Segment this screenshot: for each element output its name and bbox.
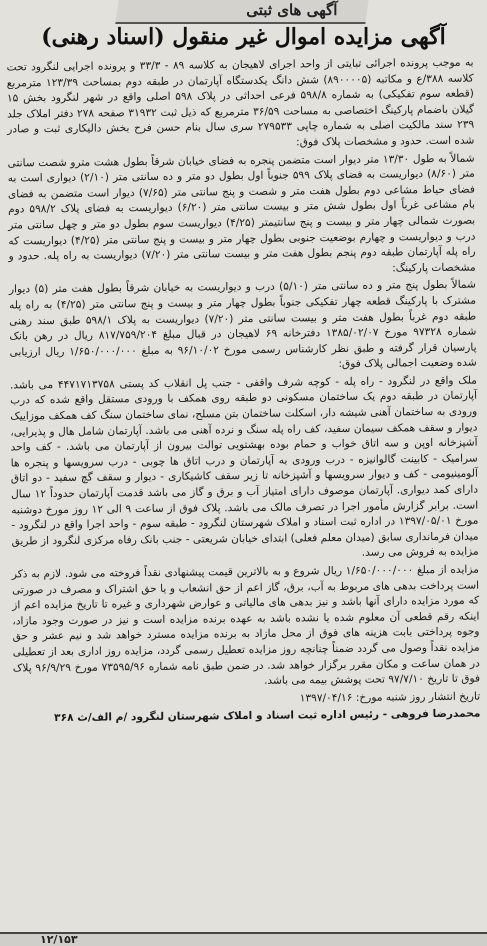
section-header-band [115, 0, 368, 24]
footer-band [0, 932, 487, 946]
signature: محمدرضا فروهی - رئیس اداره ثبت اسناد و املاک شهرستان لنگرود /م الف/ث ۳۶۸ [54, 707, 481, 725]
paragraph-description: ملک واقع در لنگرود - راه پله - کوچه شرف واقفی - جنب پل انقلاب کد پستی ۴۴۷۱۷۱۳۷۵۸ می باشد. آپارتمان در طبقه دوم یک ساختمان مسکونی دو طبقه روی همکف با ورودی مستقل واقع شده که درب ورودی به ساختمان آهنی شیشه دار، اسکلت ساختمان بتن مسلح، نمای ساختمان سنگ کف همکف موزاییک دیوار و سقف همکف سیمان سفید، کف راه پله سنگ و نرده آهنی می باشد. آپارتمان شامل هال و پذیرایی، آشپزخانه اوپن و سه اتاق خواب و حمام بوده بهشتویی توالت بیرون از آپارتمان می باشد. - کف واحد سرامیک - کابینت گالوانیزه - درب ورودی به آپارتمان و درب اتاق ها چوبی - درب سرویسها و پنجره ها آلومینیومی - کف و دیوار سرویسها و آشپزخانه تا زیر سقف کاشیکاری - دیوار و سقف گچ سفید - دو اتاق دارای کمد دیواری. آپارتمان موصوف دارای امتیاز آب و برق و گاز می باشد قدمت آپارتمان حدوداً ۱۲ سال است. برابر گزارش مأمور اجرا در تصرف مالک می باشد. پلاک فوق از ساعت ۹ الی ۱۲ روز مورخ دوشنبه مورخ ۱۳۹۷/۰۵/۰۱ در اداره ثبت اسناد و املاک شهرستان لنگرود - طبقه سوم - واحد اجرا واقع در لنگرود - میدان فرمانداری سابق (میدان معلم فعلی) ابتدای خیابان شریعتی - جنب بانک رفاه مرکزی لنگرود از طریق مزایده به فروش می رسد. [9, 374, 479, 560]
footer-fragment: ۱۲/۱۵۳ [40, 933, 78, 946]
publish-date: تاریخ انتشار روز شنبه مورخ: ۱۳۹۷/۰۴/۱۶ [299, 690, 481, 705]
notice-body [7, 56, 481, 730]
paragraph-terms: مزایده از مبلغ ۱/۶۵۰/۰۰۰/۰۰۰ ریال شروع و به بالاترین قیمت پیشنهادی نقداً فروخته می شود. لازم به ذکر است پرداخت بدهی های مربوط به آب، برق، گاز اعم از حق انشعاب و یا حق اشتراک و مصرف در صورتی که مورد مزایده دارای آنها باشد و نیز بدهی های مالیاتی و عوارض شهرداری و غیره تا تاریخ مزایده اعم از اینکه رقم قطعی آن معلوم شده یا نشده باشد به عهده برنده مزایده است و نیز در صورت وجود مازاد، وجوه پرداختی بابت هزینه های فوق از محل مازاد به برنده مزایده مسترد خواهد شد و نیم عشر و حق مزایده نقداً وصول می گردد ضمناً چنانچه روز مزایده تعطیل رسمی گردد، مزایده روز اداری بعد از تعطیلی در همان ساعت و مکان مقرر برگزار خواهد شد. در ضمن طبق نامه شماره ۷۳۵۹۵/۹۶ مورخ ۹۶/۹/۲۹ پلاک فوق تا تاریخ ۹۷/۷/۱۰ تحت پوشش بیمه می باشد. [11, 563, 481, 687]
paragraph-boundaries: شمالاً به طول ۱۳/۳۰ متر دیوار است متضمن پنجره به فضای خیابان شرقاً بطول هشت مترو شصت سانتی متر (۸/۶۰) دیواریست به فضای پلاک ۵۹۹ جنوباً اول بطول دو متر و ده سانتی متر (۲/۱۰) دیواری است به فضای حیاط مشاعی دوم بطول هفت متر و شصت و پنج سانتی متر (۷/۶۵) دیوار است متضمن به فضای بام مشاعی غرباً اول بطول شش متر و بیست سانتی متر (۶/۲۰) دیواریست به فضای پلاک ۵۹۸/۲ دوم بصورت شمالی چهار متر و بیست و پنج سانتیمتر (۴/۲۵) دیواریست سوم بطول دو متر و چهل سانتی متر درب و دیواریست و چهارم بوضعیت جنوبی بطول چهار متر و بیست و پنج سانتی متر (۴/۲۵) دیواریست که راه پله آپارتمان طبقه دوم پنجم بطول هفت متر و بیست سانتی متر (۷/۲۰) دیواریست به راه پله. حدود و مشخصات پارکینگ: [7, 152, 476, 275]
paragraph-parking: شمالاً بطول پنج متر و ده سانتی متر (۵/۱۰) درب و دیواریست به خیابان شرقاً بطول هفت متر (۵) دیوار مشترک با پارکینگ قطعه چهار تفکیکی جنوباً بطول چهار متر و بیست و پنج سانتی متر (۴/۲۵) به راه پله طبقه دوم غرباً بطول هفت متر و بیست سانتی متر (۷/۲۰) دیواریست به پلاک ۵۹۸/۱ طبق سند رهنی شماره ۹۷۳۲۸ مورخ ۱۳۸۵/۰۲/۰۷ دفترخانه ۶۹ لاهیجان در قبال مبلغ ۸۱۷/۷۵۹/۲۰۴ ریال در رهن بانک پارسیان قرار گرفته و طبق نظر کارشناس رسمی مورخ ۹۶/۱۰/۰۲ به مبلغ ۱/۶۵۰/۰۰۰/۰۰۰ ریال ارزیابی شده وضعیت اجمالی پلاک فوق: [8, 278, 477, 371]
notice-title: آگهی مزایده اموال غیر منقول (اسناد رهنی) [41, 24, 446, 50]
paragraph-intro: به موجب پرونده اجرائی تبایتی از واحد اجرای لاهیجان به کلاسه ۸۹ - ۳۳/۳ و پرونده اجرایی لنگرود تحت کلاسه ۳۸۸/ع و مکاتبه (۸۹۰۰۰۰۵) شش دانگ یکدستگاه آپارتمان در طبقه دوم بمساحت ۱۲۳/۳۹ مترمربع (قطعه سوم تفکیکی) به شماره ۵۹۸/۸ فرعی احداثی در پلاک ۵۹۸ اصلی واقع در شهر لنگرود بخش ۱۵ گیلان باضمام پارکینگ اختصاصی به مساحت ۳۶/۵۹ مترمربع که ذیل ثبت ۳۱۹۳۲ صفحه ۲۷۸ دفتر املاک جلد ۲۳۹ سند مالکیت اصلی به شماره چاپی ۲۷۹۵۳۳ سری سال بنام حسن فرح بخش دالیکاری ثبت و صادر شده است. حدود و مشخصات پلاک فوق: [6, 56, 475, 149]
section-header-text: آگهی های ثبتی [246, 1, 338, 19]
